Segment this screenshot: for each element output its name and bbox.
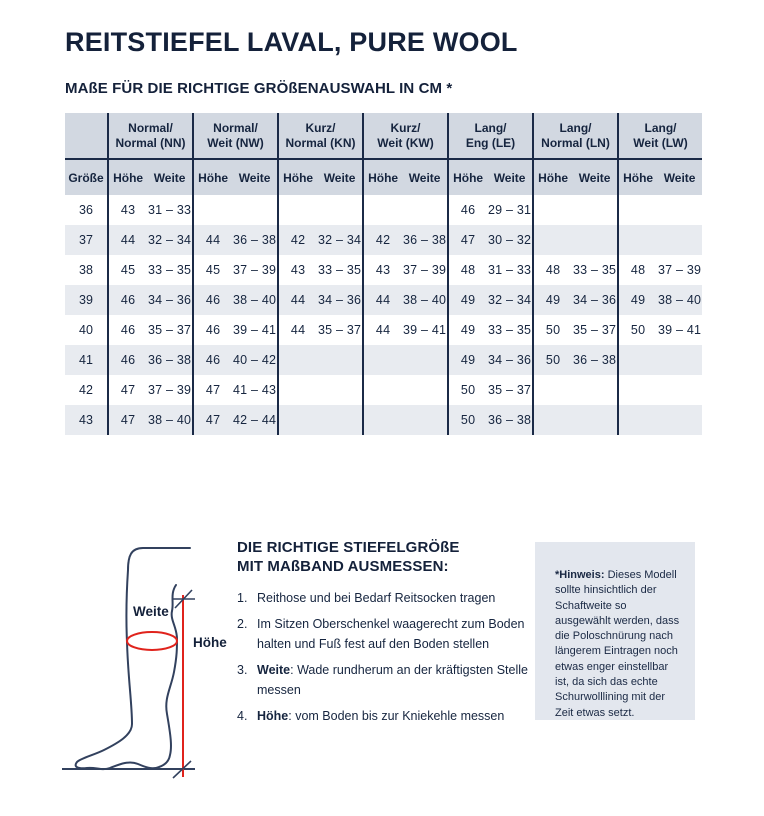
size-column-header: Größe	[68, 170, 104, 185]
data-group-1	[107, 405, 192, 435]
weite-value: 33 – 35	[318, 263, 362, 277]
size-cell: 39	[79, 293, 93, 307]
sub-header-group-4	[362, 160, 447, 195]
weite-value: 36 – 38	[488, 413, 532, 427]
hoehe-value: 49	[630, 293, 646, 307]
data-group-7	[617, 225, 702, 255]
data-group-2	[192, 315, 277, 345]
size-cell: 36	[79, 203, 93, 217]
weite-value: 34 – 36	[488, 353, 532, 367]
weite-value	[572, 195, 617, 225]
weite-value: 32 – 34	[488, 293, 532, 307]
hoehe-value: 45	[120, 263, 136, 277]
hoehe-value: 47	[120, 413, 136, 427]
weite-value: 37 – 39	[403, 263, 447, 277]
hoehe-value: 50	[460, 413, 476, 427]
group-header-7	[617, 113, 702, 158]
hoehe-value: 46	[205, 323, 221, 337]
hoehe-value: 46	[460, 203, 476, 217]
data-group-1	[107, 285, 192, 315]
data-group-3	[277, 255, 362, 285]
table-row	[65, 285, 702, 315]
data-group-4	[362, 195, 447, 225]
data-group-4	[362, 255, 447, 285]
group-label-line1: Lang/	[559, 120, 592, 135]
group-header-6	[532, 113, 617, 158]
data-group-7	[617, 315, 702, 345]
weite-value: 33 – 35	[573, 263, 617, 277]
hoehe-value: 44	[205, 233, 221, 247]
weite-value	[572, 405, 617, 435]
weite-value: 29 – 31	[488, 203, 532, 217]
weite-value: 38 – 40	[148, 413, 192, 427]
hoehe-value: 50	[545, 323, 561, 337]
weite-header: Weite	[153, 170, 186, 185]
hoehe-value: 42	[290, 233, 306, 247]
hoehe-label: Höhe	[193, 635, 227, 650]
hoehe-value: 50	[545, 353, 561, 367]
hoehe-value: 43	[120, 203, 136, 217]
sub-header-group-5	[447, 160, 532, 195]
group-label-line2: Normal (LN)	[541, 135, 610, 150]
step-number: 3.	[237, 663, 248, 677]
data-group-4	[362, 225, 447, 255]
hoehe-value	[364, 195, 402, 225]
weite-value: 36 – 38	[233, 233, 277, 247]
page-title: REITSTIEFEL LAVAL, PURE WOOL	[65, 27, 518, 57]
data-group-6	[532, 405, 617, 435]
group-label-line1: Normal/	[213, 120, 258, 135]
hoehe-value	[279, 405, 317, 435]
weite-value	[317, 345, 362, 375]
hoehe-value: 47	[120, 383, 136, 397]
data-group-6	[532, 285, 617, 315]
table-heading: MAßE FÜR DIE RICHTIGE GRÖßENAUSWAHL IN CM *	[65, 80, 453, 97]
weite-value: 41 – 43	[233, 383, 277, 397]
step-number: 1.	[237, 591, 248, 605]
step-bold-term: Weite	[257, 663, 291, 677]
weite-value	[232, 195, 277, 225]
hoehe-value: 46	[120, 293, 136, 307]
group-label-line2: Eng (LE)	[465, 135, 516, 150]
group-header-1	[107, 113, 192, 158]
hoehe-header: Höhe	[283, 170, 314, 185]
data-group-2	[192, 375, 277, 405]
group-label-line2: Normal (NN)	[115, 135, 186, 150]
weite-value	[657, 405, 702, 435]
measure-step-3	[237, 660, 533, 700]
group-header-3	[277, 113, 362, 158]
hoehe-value	[534, 225, 572, 255]
weite-value: 32 – 34	[148, 233, 192, 247]
data-group-2	[192, 405, 277, 435]
hoehe-value: 50	[460, 383, 476, 397]
hoehe-value	[619, 405, 657, 435]
data-group-4	[362, 375, 447, 405]
table-row	[65, 345, 702, 375]
hoehe-value: 47	[460, 233, 476, 247]
hint-box	[535, 542, 695, 720]
hoehe-value: 44	[375, 293, 391, 307]
weite-value: 36 – 38	[573, 353, 617, 367]
step-text: Höhe: vom Boden bis zur Kniekehle messen	[257, 709, 505, 723]
weite-value: 36 – 38	[403, 233, 447, 247]
data-group-7	[617, 255, 702, 285]
measure-steps	[237, 588, 533, 732]
data-group-2	[192, 255, 277, 285]
hoehe-value: 44	[375, 323, 391, 337]
data-group-5	[447, 405, 532, 435]
hint-text: Dieses Modell sollte hinsichtlich der Schaftweite so ausgewählt werden, dass die Poloschnürung nach längerem Eintragen noch etwas enger einstellbar ist, da sich das echte Schurwolllining mit der Zeit etwas setzt.	[555, 569, 680, 719]
hoehe-value: 43	[375, 263, 391, 277]
weite-value: 35 – 37	[318, 323, 362, 337]
hoehe-value: 50	[630, 323, 646, 337]
data-group-2	[192, 285, 277, 315]
hoehe-value	[279, 375, 317, 405]
hoehe-value	[619, 345, 657, 375]
table-row	[65, 405, 702, 435]
data-group-6	[532, 195, 617, 225]
weite-value: 38 – 40	[403, 293, 447, 307]
hoehe-value	[194, 195, 232, 225]
hoehe-value	[279, 345, 317, 375]
data-group-2	[192, 225, 277, 255]
size-cell: 43	[79, 413, 93, 427]
data-group-7	[617, 405, 702, 435]
hoehe-value: 48	[545, 263, 561, 277]
weite-value: 34 – 36	[318, 293, 362, 307]
data-group-3	[277, 285, 362, 315]
data-group-1	[107, 195, 192, 225]
data-group-5	[447, 225, 532, 255]
weite-value: 39 – 41	[233, 323, 277, 337]
table-sub-header-row	[65, 160, 702, 195]
group-label-line2: Weit (LW)	[633, 135, 688, 150]
data-group-7	[617, 195, 702, 225]
data-group-2	[192, 195, 277, 225]
leg-outline	[76, 548, 190, 769]
data-group-1	[107, 345, 192, 375]
weite-value: 31 – 33	[488, 263, 532, 277]
data-group-3	[277, 345, 362, 375]
measure-step-2	[237, 614, 533, 654]
group-label-line1: Kurz/	[390, 120, 421, 135]
sub-header-group-7	[617, 160, 702, 195]
weite-value: 30 – 32	[488, 233, 532, 247]
weite-header: Weite	[408, 170, 441, 185]
weite-value: 38 – 40	[658, 293, 702, 307]
weite-value: 31 – 33	[148, 203, 192, 217]
sub-header-group-2	[192, 160, 277, 195]
hoehe-value	[534, 405, 572, 435]
weite-value	[317, 195, 362, 225]
hoehe-value	[619, 195, 657, 225]
hoehe-value: 49	[460, 293, 476, 307]
data-group-4	[362, 315, 447, 345]
hoehe-value: 44	[290, 323, 306, 337]
measure-step-1	[237, 588, 533, 608]
weite-value	[657, 345, 702, 375]
data-group-3	[277, 375, 362, 405]
data-group-3	[277, 405, 362, 435]
data-group-5	[447, 195, 532, 225]
hoehe-header: Höhe	[113, 170, 144, 185]
weite-value: 37 – 39	[658, 263, 702, 277]
hoehe-value	[364, 375, 402, 405]
size-table	[65, 113, 702, 435]
hoehe-value: 42	[375, 233, 391, 247]
weite-value	[402, 375, 447, 405]
data-group-5	[447, 255, 532, 285]
table-row	[65, 375, 702, 405]
weite-value: 34 – 36	[148, 293, 192, 307]
weite-header: Weite	[323, 170, 356, 185]
group-label-line1: Lang/	[644, 120, 677, 135]
weite-value: 38 – 40	[233, 293, 277, 307]
table-row	[65, 195, 702, 225]
hint-bold: *Hinweis:	[555, 569, 605, 581]
table-row	[65, 315, 702, 345]
hoehe-value	[619, 375, 657, 405]
weite-value	[572, 375, 617, 405]
hoehe-value: 43	[290, 263, 306, 277]
boot-measure-diagram	[58, 528, 238, 788]
size-cell: 42	[79, 383, 93, 397]
weite-value: 37 – 39	[148, 383, 192, 397]
measure-step-4	[237, 706, 533, 726]
group-label-line2: Weit (KW)	[377, 135, 434, 150]
hoehe-value: 47	[205, 383, 221, 397]
weite-value: 35 – 37	[148, 323, 192, 337]
hoehe-value: 48	[460, 263, 476, 277]
weite-value: 34 – 36	[573, 293, 617, 307]
size-cell: 41	[79, 353, 93, 367]
data-group-7	[617, 375, 702, 405]
data-group-6	[532, 375, 617, 405]
size-cell: 37	[79, 233, 93, 247]
data-group-6	[532, 225, 617, 255]
weite-value: 39 – 41	[658, 323, 702, 337]
data-group-6	[532, 345, 617, 375]
hoehe-value: 45	[205, 263, 221, 277]
weite-value	[657, 225, 702, 255]
weite-value	[402, 195, 447, 225]
weite-header: Weite	[663, 170, 696, 185]
sub-header-group-1	[107, 160, 192, 195]
data-group-4	[362, 345, 447, 375]
weite-header: Weite	[493, 170, 526, 185]
size-cell: 40	[79, 323, 93, 337]
group-header-5	[447, 113, 532, 158]
hoehe-value	[534, 195, 572, 225]
data-group-5	[447, 345, 532, 375]
weite-value: 39 – 41	[403, 323, 447, 337]
hoehe-value: 46	[205, 353, 221, 367]
size-cell: 38	[79, 263, 93, 277]
weite-value: 35 – 37	[488, 383, 532, 397]
table-row	[65, 225, 702, 255]
table-row	[65, 255, 702, 285]
data-group-7	[617, 285, 702, 315]
step-text: Im Sitzen Oberschenkel waagerecht zum Boden halten und Fuß fest auf den Boden stellen	[257, 617, 525, 651]
weite-value	[402, 345, 447, 375]
hoehe-value: 46	[120, 353, 136, 367]
weite-value	[657, 195, 702, 225]
weite-value: 40 – 42	[233, 353, 277, 367]
hoehe-value	[534, 375, 572, 405]
data-group-3	[277, 315, 362, 345]
hoehe-header: Höhe	[453, 170, 484, 185]
weite-value: 36 – 38	[148, 353, 192, 367]
data-group-1	[107, 315, 192, 345]
weite-value	[572, 225, 617, 255]
table-group-header-row	[65, 113, 702, 160]
data-group-3	[277, 225, 362, 255]
data-group-6	[532, 255, 617, 285]
group-label-line1: Lang/	[474, 120, 507, 135]
weite-value	[657, 375, 702, 405]
hoehe-value: 48	[630, 263, 646, 277]
hoehe-value: 46	[205, 293, 221, 307]
group-header-2	[192, 113, 277, 158]
hoehe-value: 44	[120, 233, 136, 247]
sub-header-group-6	[532, 160, 617, 195]
weite-value: 32 – 34	[318, 233, 362, 247]
data-group-3	[277, 195, 362, 225]
data-group-5	[447, 315, 532, 345]
data-group-5	[447, 375, 532, 405]
weite-measure-ellipse	[127, 632, 177, 650]
step-text: Reithose und bei Bedarf Reitsocken tragen	[257, 591, 496, 605]
weite-value	[317, 405, 362, 435]
hoehe-value	[364, 345, 402, 375]
data-group-4	[362, 285, 447, 315]
step-text: Weite: Wade rundherum an der kräftigsten Stelle messen	[257, 663, 528, 697]
weite-value: 42 – 44	[233, 413, 277, 427]
hoehe-value: 49	[460, 323, 476, 337]
hoehe-value: 46	[120, 323, 136, 337]
step-number: 2.	[237, 617, 248, 631]
measure-heading-line1: DIE RICHTIGE STIEFELGRÖßE	[237, 539, 460, 556]
hoehe-value: 49	[460, 353, 476, 367]
group-label-line1: Kurz/	[305, 120, 336, 135]
hoehe-header: Höhe	[538, 170, 569, 185]
data-group-1	[107, 225, 192, 255]
data-group-1	[107, 255, 192, 285]
data-group-4	[362, 405, 447, 435]
hoehe-value	[619, 225, 657, 255]
weite-value: 33 – 35	[148, 263, 192, 277]
measure-heading-line2: MIT MAßBAND AUSMESSEN:	[237, 558, 449, 575]
group-label-line2: Normal (KN)	[285, 135, 356, 150]
step-bold-term: Höhe	[257, 709, 289, 723]
weite-label: Weite	[133, 604, 169, 619]
hoehe-header: Höhe	[623, 170, 654, 185]
group-header-4	[362, 113, 447, 158]
weite-header: Weite	[578, 170, 611, 185]
size-column-spacer	[65, 113, 107, 158]
weite-value: 37 – 39	[233, 263, 277, 277]
data-group-7	[617, 345, 702, 375]
data-group-6	[532, 315, 617, 345]
group-label-line1: Normal/	[128, 120, 173, 135]
weite-header: Weite	[238, 170, 271, 185]
hoehe-value: 49	[545, 293, 561, 307]
step-number: 4.	[237, 709, 248, 723]
sub-header-group-3	[277, 160, 362, 195]
hoehe-value	[279, 195, 317, 225]
weite-value: 35 – 37	[573, 323, 617, 337]
data-group-5	[447, 285, 532, 315]
hoehe-header: Höhe	[198, 170, 229, 185]
measure-heading	[237, 538, 460, 576]
group-label-line2: Weit (NW)	[207, 135, 264, 150]
weite-value	[317, 375, 362, 405]
hoehe-value	[364, 405, 402, 435]
hoehe-header: Höhe	[368, 170, 399, 185]
data-group-1	[107, 375, 192, 405]
weite-value	[402, 405, 447, 435]
hoehe-value: 47	[205, 413, 221, 427]
data-group-2	[192, 345, 277, 375]
hoehe-value: 44	[290, 293, 306, 307]
weite-value: 33 – 35	[488, 323, 532, 337]
